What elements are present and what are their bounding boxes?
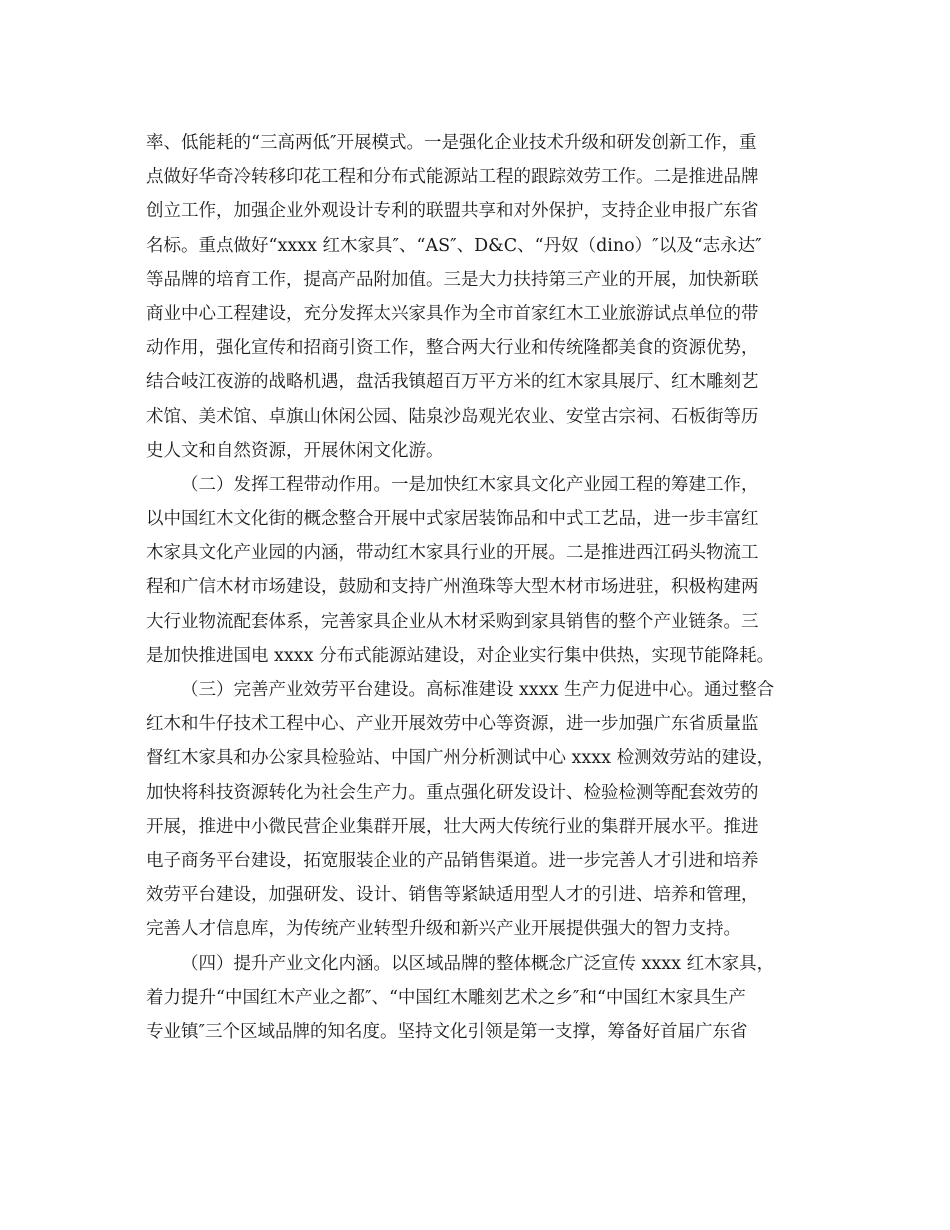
- text-line: 着力提升“中国红木产业之都″、“中国红木雕刻艺术之乡″和“中国红木家具生产: [146, 987, 746, 1008]
- text-line: （三）完善产业效劳平台建设。高标准建设 xxxx 生产力促进中心。通过整合: [181, 680, 775, 700]
- text-line: 是加快推进国电 xxxx 分布式能源站建设，对企业实行集中供热，实现节能降耗。: [146, 645, 775, 666]
- text-line: 完善人才信息库，为传统产业转型升级和新兴产业开展提供强大的智力支持。: [146, 919, 741, 940]
- text-line: 点做好华奇冷转移印花工程和分布式能源站工程的跟踪效劳工作。二是推进品牌: [146, 167, 759, 188]
- text-line: 等品牌的培育工作，提高产品附加值。三是大力扶持第三产业的开展，加快新联: [146, 269, 759, 290]
- text-line: 程和广信木材市场建设，鼓励和支持广州渔珠等大型木材市场进驻，积极构建两: [146, 577, 759, 598]
- text-line: 史人文和自然资源，开展休闲文化游。: [146, 440, 444, 461]
- text-line: （二）发挥工程带动作用。一是加快红木家具文化产业园工程的筹建工作，: [181, 474, 759, 495]
- text-line: 专业镇″三个区域品牌的知名度。坚持文化引领是第一支撑，筹备好首届广东省: [146, 1021, 748, 1042]
- text-line: 以中国红木文化街的概念整合开展中式家居装饰品和中式工艺品，进一步丰富红: [146, 509, 759, 530]
- text-line: 开展，推进中小微民营企业集群开展，壮大两大传统行业的集群开展水平。推进: [146, 816, 759, 837]
- text-line: 术馆、美术馆、卓旗山休闲公园、陆泉沙岛观光农业、安堂古宗祠、石板街等历: [146, 406, 759, 427]
- text-line: 结合岐江夜游的战略机遇，盘活我镇超百万平方米的红木家具展厅、红木雕刻艺: [146, 372, 759, 393]
- document-body: [146, 126, 806, 1049]
- text-line: 木家具文化产业园的内涵，带动红木家具行业的开展。二是推进西江码头物流工: [146, 543, 759, 564]
- text-line: 动作用，强化宣传和招商引资工作，整合两大行业和传统隆都美食的资源优势，: [146, 338, 759, 359]
- text-line: 加快将科技资源转化为社会生产力。重点强化研发设计、检验检测等配套效劳的: [146, 782, 759, 803]
- text-line: 效劳平台建设，加强研发、设计、销售等紧缺适用型人才的引进、培养和管理，: [146, 885, 759, 906]
- text-line: 督红木家具和办公家具检验站、中国广州分析测试中心 xxxx 检测效劳站的建设，: [146, 748, 775, 769]
- text-line: 电子商务平台建设，拓宽服装企业的产品销售渠道。进一步完善人才引进和培养: [146, 850, 759, 871]
- text-line: （四）提升产业文化内涵。以区域品牌的整体概念广泛宣传 xxxx 红木家具，: [181, 953, 775, 974]
- paragraph-4: [146, 947, 806, 1050]
- text-line: 红木和牛仔技术工程中心、产业开展效劳中心等资源，进一步加强广东省质量监: [146, 714, 759, 735]
- paragraph-1: [146, 126, 806, 468]
- text-line: 名标。重点做好“xxxx 红木家具″、“AS″、D&C、“丹奴（dino）″以及“志永达″: [146, 235, 762, 256]
- text-line: 率、低能耗的“三高两低″开展模式。一是强化企业技术升级和研发创新工作，重: [146, 133, 757, 153]
- text-line: 大行业物流配套体系，完善家具企业从木材采购到家具销售的整个产业链条。三: [146, 611, 759, 632]
- text-line: 创立工作，加强企业外观设计专利的联盟共享和对外保护，支持企业申报广东省: [146, 201, 759, 222]
- paragraph-2: [146, 468, 806, 673]
- text-line: 商业中心工程建设，充分发挥太兴家具作为全市首家红木工业旅游试点单位的带: [146, 303, 759, 324]
- paragraph-3: [146, 673, 806, 947]
